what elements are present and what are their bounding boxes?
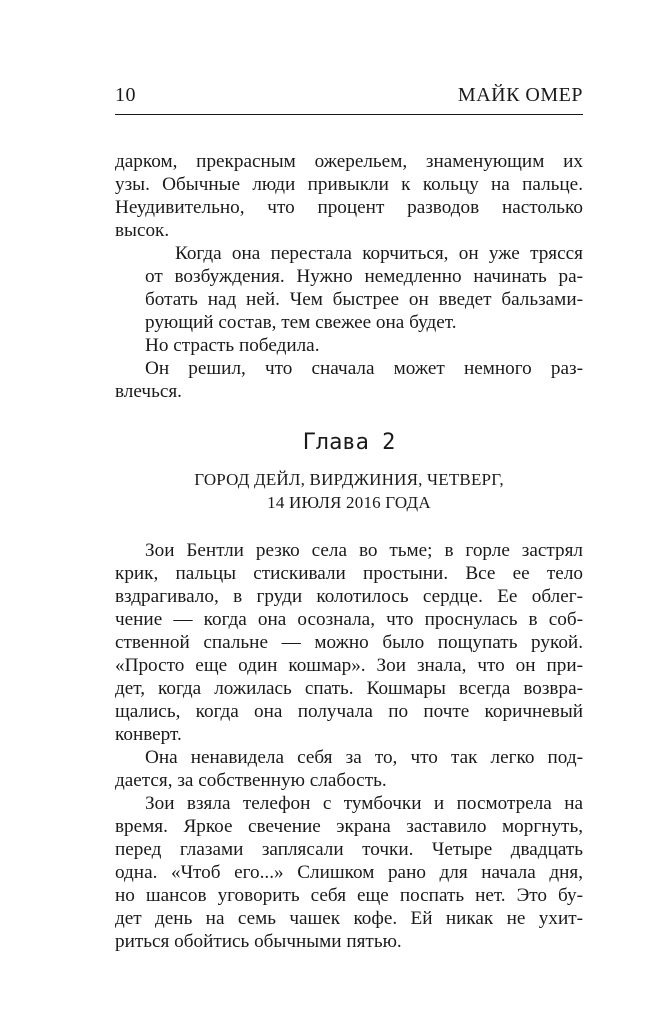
text-line: дарком, прекрасным ожерельем, знаменующим их [115, 151, 583, 172]
text-line: ственной спальне — можно было пощупать рукой. [115, 632, 583, 653]
text-line: высок. [115, 220, 170, 241]
paragraph [115, 334, 583, 357]
text-line: время. Яркое свечение экрана заставило моргнуть, [115, 816, 583, 837]
chapter-subtitle [115, 468, 583, 514]
text-line: Она ненавидела себя за то, что так легко под- [145, 747, 583, 768]
text-line: перед глазами заплясали точки. Четыре двадцать [115, 839, 583, 860]
running-header [115, 84, 583, 115]
text-line: дет день на семь чашек кофе. Ей никак не ухит- [115, 908, 583, 929]
text-line: Но страсть победила. [145, 335, 320, 356]
page-number: 10 [115, 84, 136, 106]
paragraph [115, 357, 583, 403]
paragraph [115, 746, 583, 792]
paragraph [115, 150, 583, 242]
text-block-chapter [115, 539, 583, 953]
text-line: крик, пальцы стискивали простыни. Все ее тело [115, 563, 583, 584]
text-line: щались, когда она получала по почте коричневый [115, 701, 583, 722]
paragraph [115, 539, 583, 746]
text-line: чение — когда она осознала, что проснулась в соб- [115, 609, 583, 630]
text-line: Зои взяла телефон с тумбочки и посмотрела на [145, 793, 583, 814]
paragraph [115, 792, 583, 953]
text-line: рующий состав, тем свежее она будет. [145, 312, 457, 333]
text-line: Он решил, что сначала может немного раз- [145, 358, 583, 379]
text-line: дается, за собственную слабость. [115, 770, 387, 791]
text-block-top [115, 150, 583, 403]
text-line: Зои Бентли резко села во тьме; в горле застрял [145, 540, 583, 561]
book-author: МАЙК ОМЕР [457, 84, 583, 106]
text-line: риться обойтись обычными пятью. [115, 931, 402, 952]
text-line: но шансов уговорить себя еще поспать нет. Это бу- [115, 885, 583, 906]
text-line: узы. Обычные люди привыкли к кольцу на пальце. [115, 174, 583, 195]
text-line: Неудивительно, что процент разводов настолько [115, 197, 583, 218]
text-line: конверт. [115, 724, 182, 745]
text-line: от возбуждения. Нужно немедленно начинать ра- [145, 266, 583, 287]
text-line: вздрагивало, в груди колотилось сердце. Ее облег- [115, 586, 583, 607]
text-line: Когда она перестала корчиться, он уже трясся [175, 243, 583, 264]
text-line: дет, когда ложилась спать. Кошмары всегда возвра- [115, 678, 583, 699]
chapter-title: Глава 2 [302, 430, 396, 455]
chapter-date: 14 ИЮЛЯ 2016 ГОДА [267, 493, 431, 512]
text-line: одна. «Чтоб его...» Слишком рано для начала дня, [115, 862, 583, 883]
paragraph [115, 242, 583, 334]
text-line: влечься. [115, 381, 182, 402]
text-line: «Просто еще один кошмар». Зои знала, что он при- [115, 655, 583, 676]
chapter-location-date: ГОРОД ДЕЙЛ, ВИРДЖИНИЯ, ЧЕТВЕРГ, [194, 470, 504, 489]
text-line: ботать над ней. Чем быстрее он введет бальзами- [145, 289, 583, 310]
